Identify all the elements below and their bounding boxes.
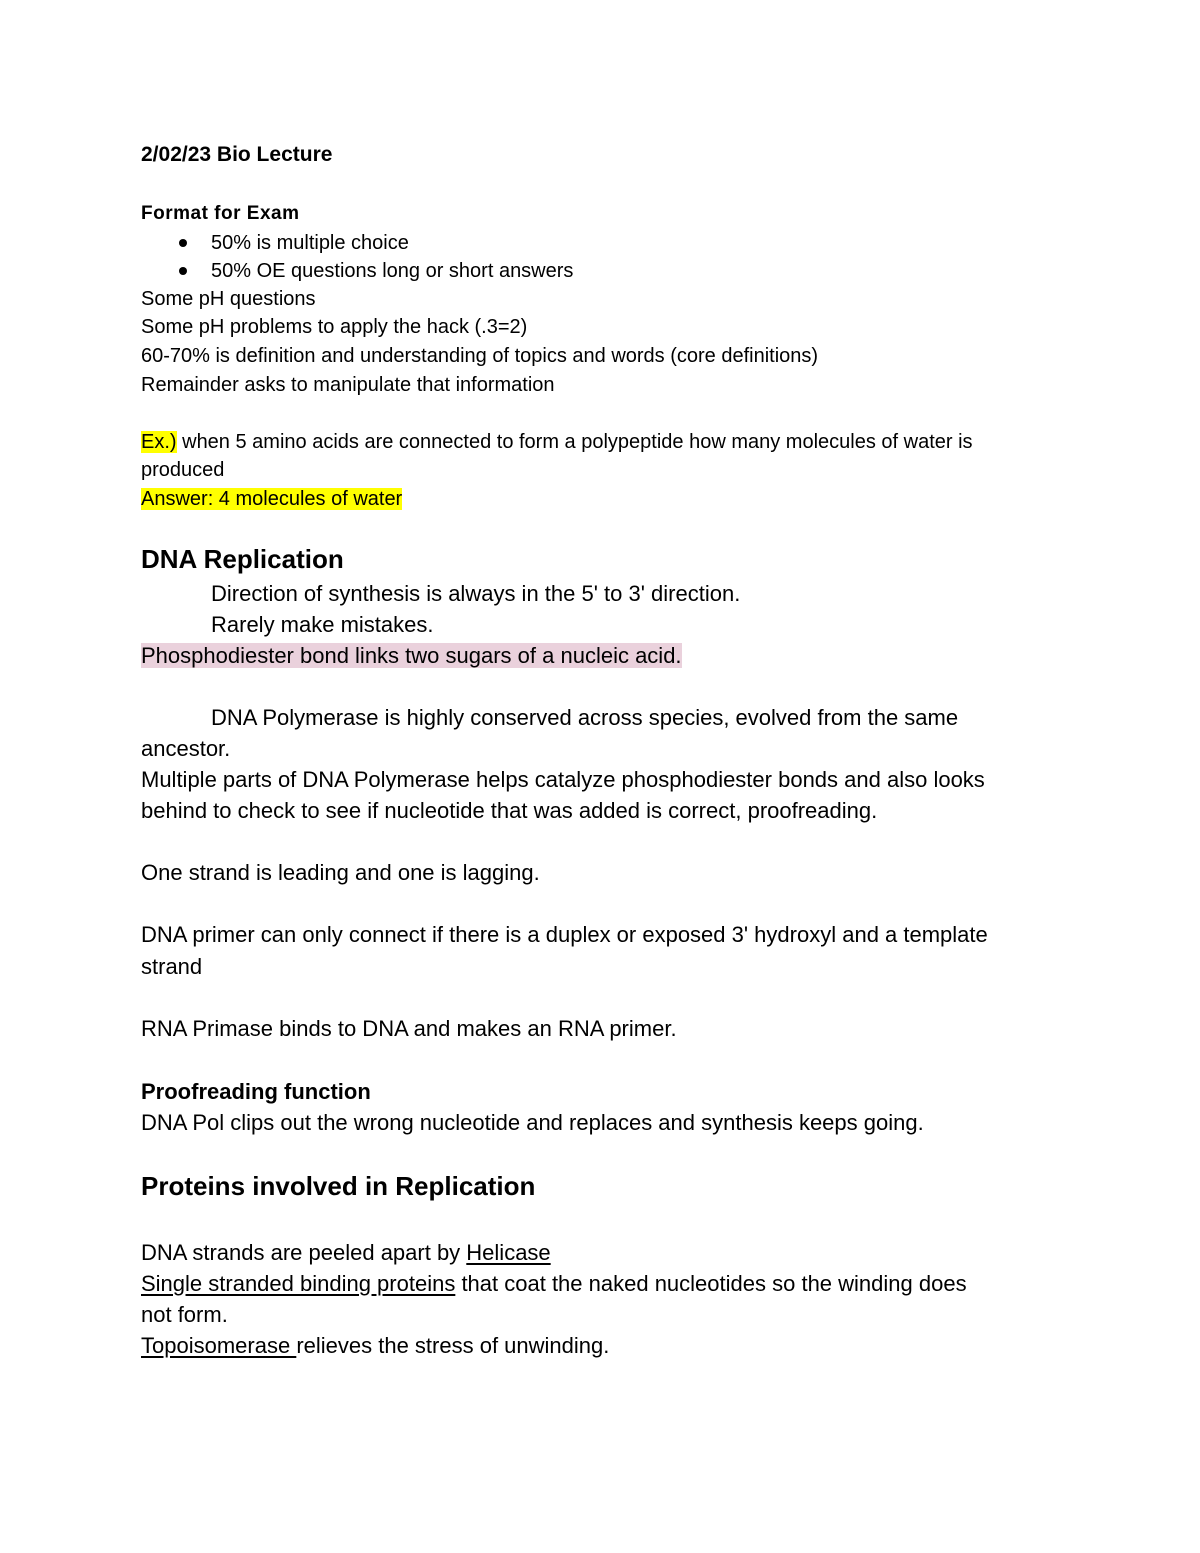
example-answer-text: Answer: 4 molecules of water [141,488,403,510]
bullet-icon [179,239,187,247]
ssb-rest: that coat the naked nucleotides so the winding does [455,1271,967,1296]
helicase-term: Helicase [466,1240,551,1265]
example-question-cont: produced [141,459,225,481]
polymerase-text-cont: ancestor. [141,736,231,761]
topoisomerase-line [141,1330,609,1361]
strands-text: One strand is leading and one is lagging. [141,860,540,885]
document-page [141,0,1061,1553]
primase-text: RNA Primase binds to DNA and makes an RNA primer. [141,1016,677,1041]
polymerase-text: DNA Polymerase is highly conserved across species, evolved from the same [211,705,959,730]
proteins-heading: Proteins involved in Replication [141,1171,536,1201]
example-text: when 5 amino acids are connected to form a polypeptide how many molecules of water is [176,431,973,453]
exam-note-line: Some pH problems to apply the hack (.3=2) [141,316,528,338]
exam-bullet-item: 50% is multiple choice [211,232,409,254]
exam-note-line: Some pH questions [141,288,316,310]
proofreading-text: DNA Pol clips out the wrong nucleotide and replaces and synthesis keeps going. [141,1110,924,1135]
multiple-parts-text-cont: behind to check to see if nucleotide that was added is correct, proofreading. [141,798,878,823]
dna-replication-heading: DNA Replication [141,544,344,574]
synthesis-direction-text: Direction of synthesis is always in the 5' to 3' direction. [211,581,741,606]
example-answer [141,485,402,513]
multiple-parts-text: Multiple parts of DNA Polymerase helps catalyze phosphodiester bonds and also looks [141,767,985,792]
ssb-line [141,1268,967,1299]
ssb-term: Single stranded binding proteins [141,1271,456,1296]
proofreading-heading: Proofreading function [141,1079,371,1104]
helicase-prefix: DNA strands are peeled apart by [141,1240,467,1265]
lecture-title: 2/02/23 Bio Lecture [141,143,333,166]
ssb-line-cont: not form. [141,1302,228,1327]
exam-note-line: 60-70% is definition and understanding of topics and words (core definitions) [141,345,819,367]
bullet-icon [179,267,187,275]
phosphodiester-text: Phosphodiester bond links two sugars of a nucleic acid. [141,643,682,668]
exam-note-line: Remainder asks to manipulate that information [141,374,555,396]
helicase-line [141,1237,551,1268]
exam-bullet-item: 50% OE questions long or short answers [211,260,574,282]
topoisomerase-term: Topoisomerase [141,1333,297,1358]
exam-format-heading: Format for Exam [141,203,300,224]
example-prefix: Ex.) [141,431,177,453]
topoisomerase-rest: relieves the stress of unwinding. [296,1333,610,1358]
primer-text-cont: strand [141,954,203,979]
phosphodiester-line [141,640,682,671]
primer-text: DNA primer can only connect if there is a duplex or exposed 3' hydroxyl and a template [141,922,988,947]
example-question [141,428,973,456]
mistakes-text: Rarely make mistakes. [211,612,434,637]
